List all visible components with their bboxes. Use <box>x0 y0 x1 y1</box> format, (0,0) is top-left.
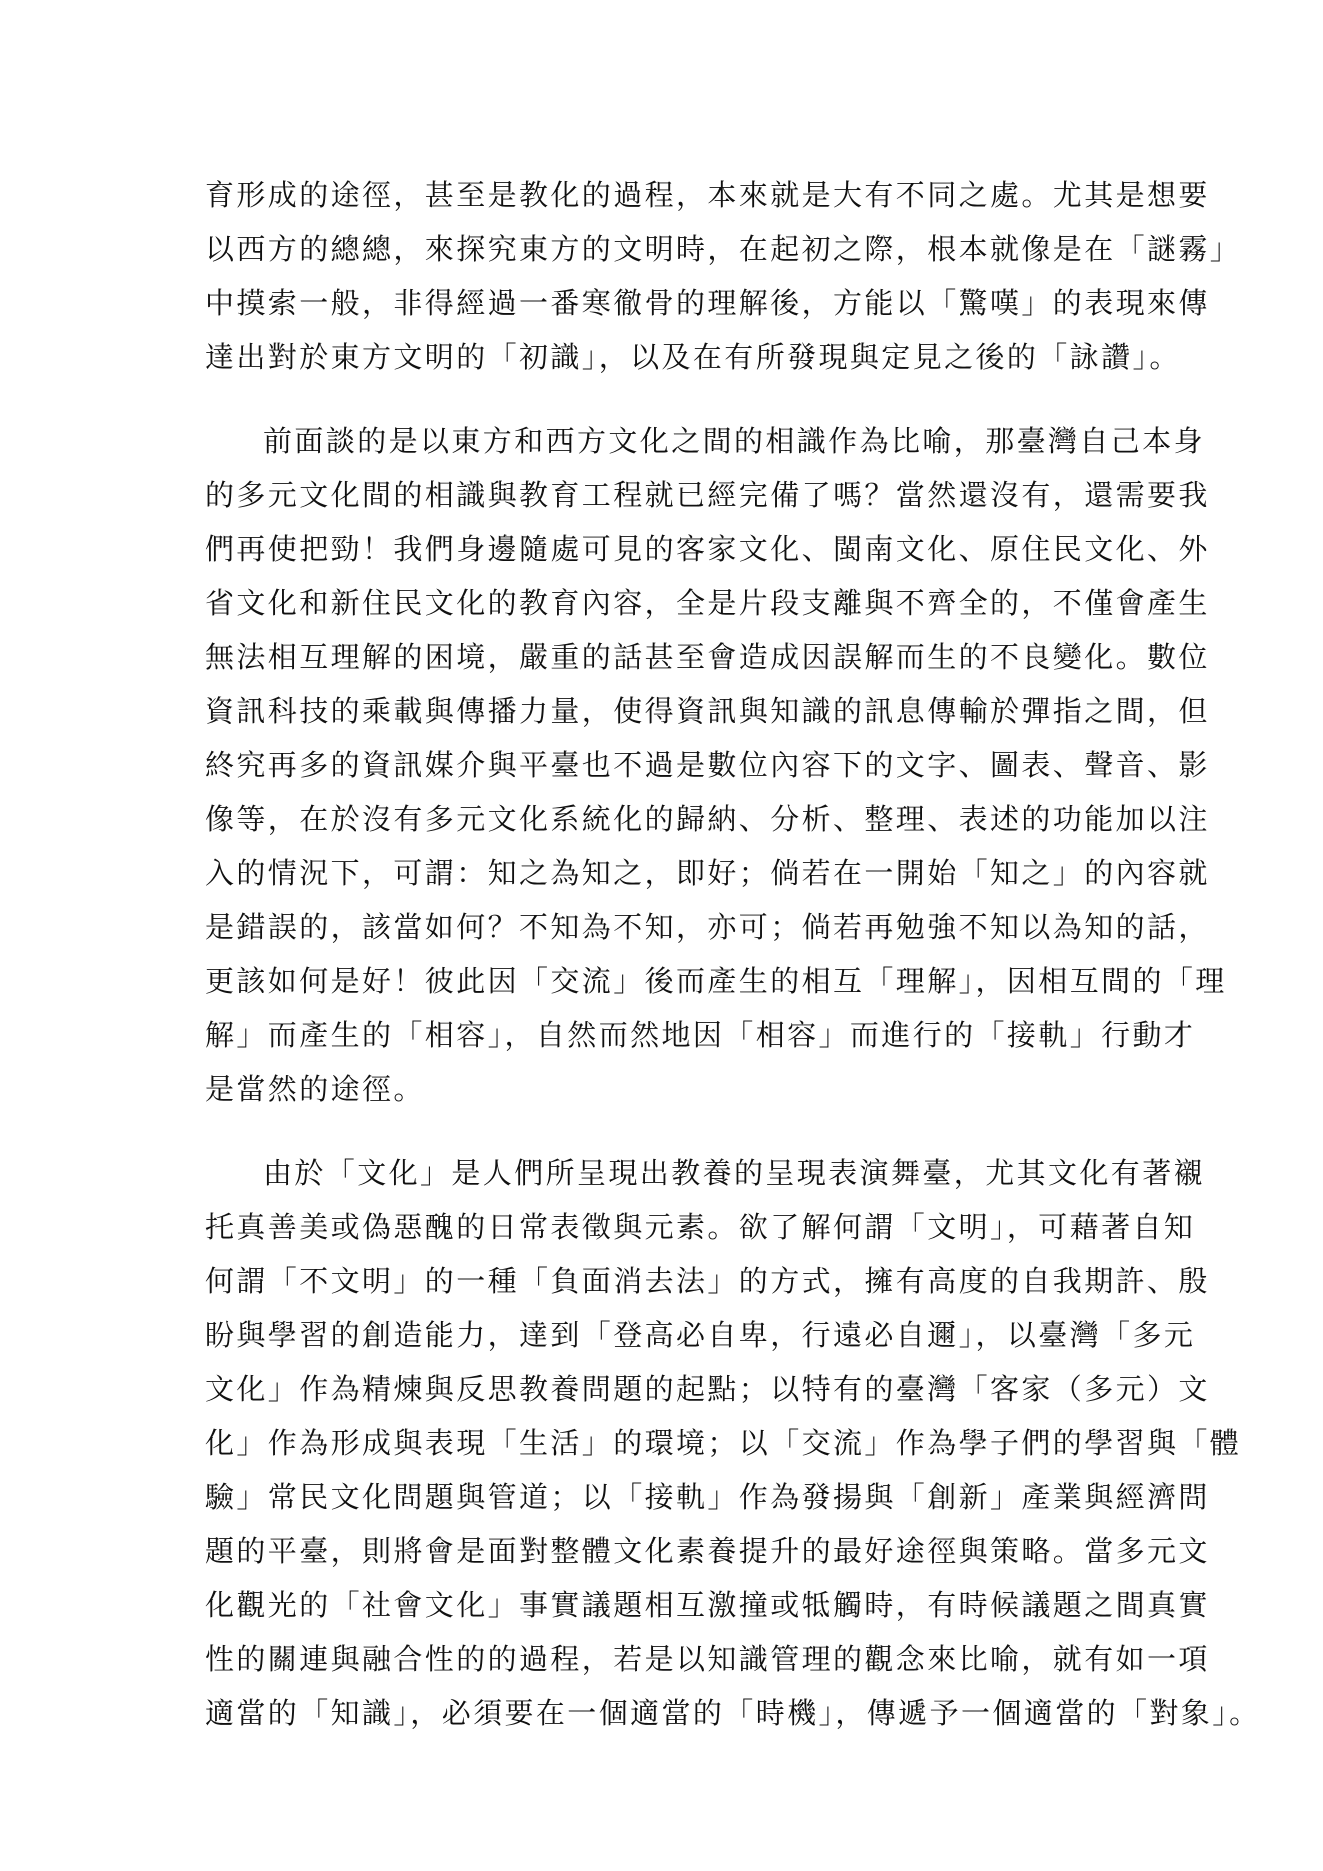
text-line: 是當然的途徑。 <box>205 1072 425 1106</box>
text-line: 文化」作為精煉與反思教養問題的起點；以特有的臺灣「客家（多元）文 <box>205 1372 1210 1406</box>
text-line: 是錯誤的，該當如何？不知為不知，亦可；倘若再勉強不知以為知的話， <box>205 910 1210 944</box>
text-line: 解」而產生的「相容」，自然而然地因「相容」而進行的「接軌」行動才 <box>205 1018 1196 1052</box>
text-line: 終究再多的資訊媒介與平臺也不過是數位內容下的文字、圖表、聲音、影 <box>205 748 1210 782</box>
text-line: 由於「文化」是人們所呈現出教養的呈現表演舞臺，尤其文化有著襯 <box>263 1156 1206 1190</box>
text-line: 省文化和新住民文化的教育內容，全是片段支離與不齊全的，不僅會產生 <box>205 586 1210 620</box>
paragraph-3 <box>205 1146 1261 1740</box>
text-line: 育形成的途徑，甚至是教化的過程，本來就是大有不同之處。尤其是想要 <box>205 178 1210 212</box>
text-line: 何謂「不文明」的一種「負面消去法」的方式，擁有高度的自我期許、殷 <box>205 1264 1210 1298</box>
text-line: 題的平臺，則將會是面對整體文化素養提升的最好途徑與策略。當多元文 <box>205 1534 1210 1568</box>
text-line: 的多元文化間的相識與教育工程就已經完備了嗎？當然還沒有，還需要我 <box>205 478 1210 512</box>
text-line: 以西方的總總，來探究東方的文明時，在起初之際，根本就像是在「謎霧」 <box>205 232 1242 266</box>
text-line: 前面談的是以東方和西方文化之間的相識作為比喻，那臺灣自己本身 <box>263 424 1206 458</box>
text-line: 中摸索一般，非得經過一番寒徹骨的理解後，方能以「驚嘆」的表現來傳 <box>205 286 1210 320</box>
text-line: 資訊科技的乘載與傳播力量，使得資訊與知識的訊息傳輸於彈指之間，但 <box>205 694 1210 728</box>
text-line: 驗」常民文化問題與管道；以「接軌」作為發揚與「創新」產業與經濟問 <box>205 1480 1210 1514</box>
text-line: 無法相互理解的困境，嚴重的話甚至會造成因誤解而生的不良變化。數位 <box>205 640 1210 674</box>
text-line: 盼與學習的創造能力，達到「登高必自卑，行遠必自邇」，以臺灣「多元 <box>205 1318 1196 1352</box>
text-line: 化觀光的「社會文化」事實議題相互激撞或牴觸時，有時候議題之間真實 <box>205 1588 1210 1622</box>
text-line: 性的關連與融合性的的過程，若是以知識管理的觀念來比喻，就有如一項 <box>205 1642 1210 1676</box>
text-line: 托真善美或偽惡醜的日常表徵與元素。欲了解何謂「文明」，可藉著自知 <box>205 1210 1196 1244</box>
text-line: 化」作為形成與表現「生活」的環境；以「交流」作為學子們的學習與「體 <box>205 1426 1242 1460</box>
paragraph-2 <box>205 414 1227 1116</box>
body-text <box>205 168 1261 1740</box>
text-line: 更該如何是好！彼此因「交流」後而產生的相互「理解」，因相互間的「理 <box>205 964 1227 998</box>
text-line: 達出對於東方文明的「初識」，以及在有所發現與定見之後的「詠讚」。 <box>205 340 1181 374</box>
paragraph-1 <box>205 168 1242 384</box>
text-line: 入的情況下，可謂：知之為知之，即好；倘若在一開始「知之」的內容就 <box>205 856 1210 890</box>
text-line: 們再使把勁！我們身邊隨處可見的客家文化、閩南文化、原住民文化、外 <box>205 532 1210 566</box>
text-line: 適當的「知識」，必須要在一個適當的「時機」，傳遞予一個適當的「對象」。 <box>205 1696 1261 1730</box>
text-line: 像等，在於沒有多元文化系統化的歸納、分析、整理、表述的功能加以注 <box>205 802 1210 836</box>
